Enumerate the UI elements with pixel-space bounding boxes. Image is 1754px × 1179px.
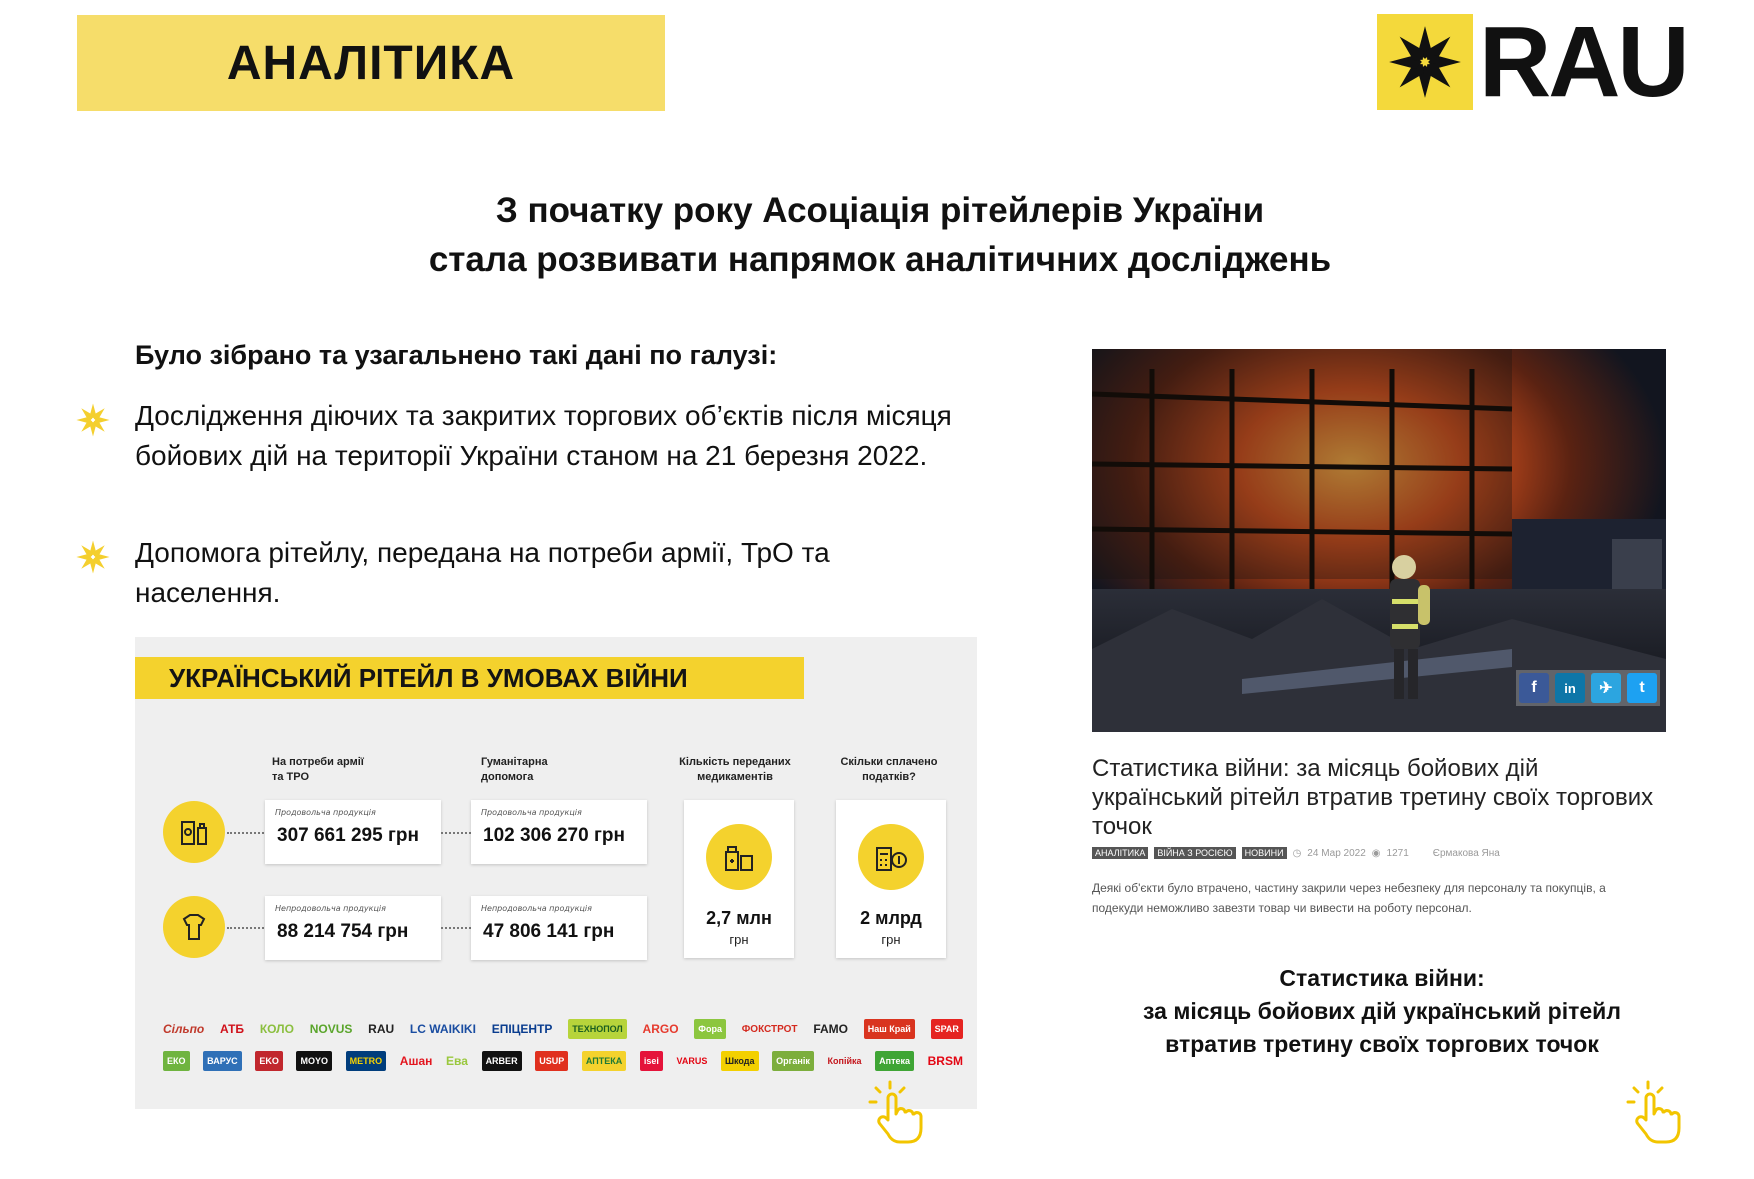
star-bullet-icon [75,396,135,476]
star-bullet-icon [75,533,135,613]
article-tag[interactable]: НОВИНИ [1242,847,1287,859]
page-headline [200,186,1560,284]
partner-logos-row-2 [163,1051,963,1071]
meds-header-line-1: Кількість переданих [679,756,791,768]
article-caption [1092,962,1672,1061]
article-author: Єрмакова Яна [1432,847,1500,859]
taxes-card [836,800,946,958]
connector-dots [441,832,471,834]
partner-logo: SPAR [931,1019,963,1039]
bullet-item [75,396,975,476]
army-header-line-2: та ТРО [272,771,310,783]
partner-logo: ЕКО [163,1051,190,1071]
humanitarian-header-line-1: Гуманітарна [481,756,548,768]
caption-line-1: Статистика війни: [1279,965,1485,991]
article-tag[interactable]: АНАЛІТИКА [1092,847,1148,859]
partner-logo: Шкода [721,1051,759,1071]
partner-logo: АТБ [220,1022,245,1036]
twitter-icon[interactable]: t [1627,673,1657,703]
partner-logo: Органік [772,1051,814,1071]
partner-logo: USUP [535,1051,568,1071]
army-food-card [265,800,441,864]
partner-logo: VARUS [676,1056,708,1066]
caption-line-2: за місяць бойових дій український рітейл [1143,998,1621,1024]
partner-logo: METRO [346,1051,387,1071]
taxes-value: 2 млрд [860,908,922,928]
partner-logo: RAU [368,1022,395,1036]
card-value: 307 661 295 грн [277,825,419,846]
army-header-line-1: На потреби армії [272,756,364,768]
meds-value: 2,7 млн [706,908,772,928]
partner-logo: ТЕХНОПОЛ [568,1019,627,1039]
taxes-unit: грн [881,932,901,947]
infographic-title: УКРАЇНСЬКИЙ РІТЕЙЛ В УМОВАХ ВІЙНИ [169,662,688,693]
meds-header-line-2: медикаментів [697,771,773,783]
partner-logo: BRSM [927,1054,963,1068]
non-food-products-icon [163,896,225,958]
partner-logo: ЕПІЦЕНТР [491,1022,553,1036]
article-excerpt: Деякі об'єкти було втрачено, частину закрили через небезпеку для персоналу та покупців, а подекуди неможливо завезти товар чи вивести на роботу персонал. [1092,881,1606,915]
card-subtitle: Непродовольча продукція [275,904,386,913]
partner-logo: Фора [694,1019,726,1039]
partner-logo: ВАРУС [203,1051,242,1071]
article-meta [1092,847,1500,859]
partner-logo: КОЛО [259,1022,294,1036]
intro-text: Було зібрано та узагальнено такі дані по галузі: [135,340,778,370]
headline-line-2: стала розвивати напрямок аналітичних досліджень [428,240,1332,279]
taxes-column-header [829,755,949,785]
food-products-icon [163,801,225,863]
partner-logo: Ашан [399,1054,433,1068]
partner-logo: Копійка [827,1056,862,1066]
pill-bottle-icon [706,824,772,890]
card-value: 47 806 141 грн [483,921,615,942]
partner-logo: NOVUS [309,1022,353,1036]
logo-text: RAU [1479,6,1687,118]
telegram-icon[interactable]: ✈ [1591,673,1621,703]
connector-dots [227,832,267,834]
partner-logo: АПТЕКА [582,1051,626,1071]
caption-line-3: втратив третину своїх торгових точок [1165,1031,1599,1057]
click-hand-icon[interactable] [868,1080,932,1146]
retail-war-infographic[interactable] [135,637,977,1109]
partner-logo: FAMO [813,1022,848,1036]
share-bar [1516,670,1660,706]
partner-logo: Ева [446,1054,468,1068]
section-tag-label: АНАЛІТИКА [226,36,516,90]
eye-icon: ◉ [1371,847,1381,859]
click-hand-icon[interactable] [1626,1080,1690,1146]
card-subtitle: Продовольча продукція [275,808,376,817]
clock-icon: ◷ [1292,847,1302,859]
article-photo[interactable] [1092,349,1666,732]
medications-card [684,800,794,958]
section-tag [77,15,665,111]
partner-logo: Наш Край [864,1019,915,1039]
card-subtitle: Непродовольча продукція [481,904,592,913]
partner-logos-row-1 [163,1019,963,1039]
bullet-text: Дослідження діючих та закритих торгових об’єктів після місяця бойових дій на території України станом на 21 березня 2022. [135,400,952,471]
taxes-header-line-1: Скільки сплачено [840,756,938,768]
army-column-header [272,755,364,785]
partner-logo: Сільпо [163,1022,205,1036]
article-views: 1271 [1386,847,1409,859]
linkedin-icon[interactable]: in [1555,673,1585,703]
connector-dots [227,927,267,929]
meds-column-header [670,755,800,785]
facebook-icon[interactable]: f [1519,673,1549,703]
partner-logo: Аптека [875,1051,914,1071]
partner-logo: EKO [255,1051,283,1071]
connector-dots [441,927,471,929]
partner-logo: LC WAIKIKI [409,1022,476,1036]
headline-line-1: З початку року Асоціація рітейлерів України [495,191,1265,230]
article-title[interactable]: Статистика війни: за місяць бойових дій український рітейл втратив третину своїх торгових точок [1092,755,1654,840]
partner-logo: isei [640,1051,663,1071]
partner-logo: ФОКСТРОТ [741,1023,798,1035]
humanitarian-column-header [481,755,548,785]
army-nonfood-card [265,896,441,960]
partner-logo: ARGO [642,1022,679,1036]
partner-logo: ARBER [482,1051,522,1071]
rau-logo[interactable] [1377,6,1687,118]
meds-unit: грн [729,932,749,947]
bullet-item [75,533,975,613]
article-date: 24 Мар 2022 [1307,847,1366,859]
infographic-title-banner [135,657,804,699]
card-subtitle: Продовольча продукція [481,808,582,817]
humanitarian-nonfood-card [471,896,647,960]
bullet-text: Допомога рітейлу, передана на потреби армії, ТрО та населення. [135,537,830,608]
humanitarian-header-line-2: допомога [481,771,534,783]
partner-logo: MOYO [296,1051,332,1071]
rau-star-icon [1377,14,1473,110]
card-value: 88 214 754 грн [277,921,409,942]
taxes-header-line-2: податків? [862,771,916,783]
calculator-coin-icon [858,824,924,890]
article-tag[interactable]: ВІЙНА З РОСІЄЮ [1154,847,1235,859]
humanitarian-food-card [471,800,647,864]
card-value: 102 306 270 грн [483,825,625,846]
